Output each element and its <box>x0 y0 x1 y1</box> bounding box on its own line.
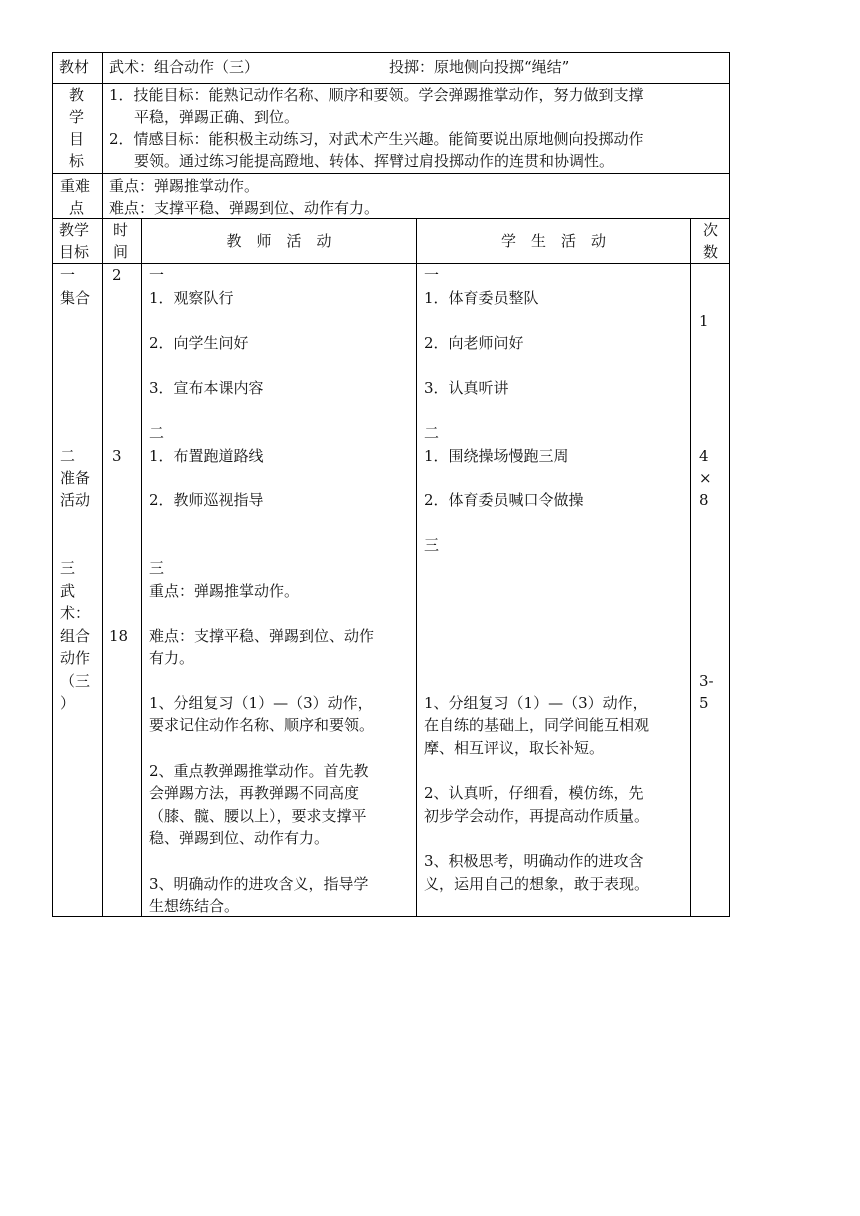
section3-name: 组合 <box>60 627 91 645</box>
goals-line: 要领。通过练习能提高蹬地、转体、挥臂过肩投掷动作的连贯和协调性。 <box>134 152 615 170</box>
section2-name: 准备 <box>60 469 91 487</box>
col-divider <box>416 218 417 917</box>
section2-student-item: 1．围绕操场慢跑三周 <box>424 447 569 465</box>
section3-teacher-p2: （膝、髋、腰以上），要求支撑平 <box>149 807 367 825</box>
table-border-top <box>52 52 730 53</box>
wushu-topic: 武术：组合动作（三） <box>109 58 260 76</box>
section3-student-p1: 在自练的基础上，同学间能互相观 <box>424 716 650 734</box>
section1-student-item: 2．向老师问好 <box>424 334 524 352</box>
section2-name: 活动 <box>60 491 91 509</box>
table-border-left <box>52 52 53 917</box>
section1-time: 2 <box>112 266 122 284</box>
section1-teacher-item: 2．向学生问好 <box>149 334 249 352</box>
section3-name: （三 <box>60 672 91 690</box>
section3-name: 动作 <box>60 649 91 667</box>
col-header-goal: 目标 <box>59 243 90 261</box>
section2-teacher-num: 二 <box>149 424 165 442</box>
section3-teacher-num: 三 <box>149 559 165 577</box>
section2-student-num: 二 <box>424 424 440 442</box>
goals-label-char: 学 <box>69 108 85 126</box>
section1-teacher-num: 一 <box>149 266 165 284</box>
section2-count: 8 <box>699 491 709 509</box>
section3-student-p1: 1、分组复习（1）—（3）动作， <box>424 694 648 712</box>
section3-count: 5 <box>699 694 709 712</box>
section3-student-num: 三 <box>424 536 440 554</box>
section1-teacher-item: 1．观察队行 <box>149 289 234 307</box>
section3-student-p3: 义，运用自己的想象，敢于表现。 <box>424 875 650 893</box>
section3-time: 18 <box>109 627 129 645</box>
section3-teacher-p2: 会弹踢方法，再教弹踢不同高度 <box>149 784 360 802</box>
col-header-time: 间 <box>113 243 129 261</box>
difficulty-label: 点 <box>69 199 85 217</box>
difficulty-label: 重难 <box>60 177 91 195</box>
section2-student-item: 2．体育委员喊口令做操 <box>424 491 584 509</box>
hard-point: 难点：支撑平稳、弹踢到位、动作有力。 <box>109 199 380 217</box>
section1-student-item: 3．认真听讲 <box>424 379 509 397</box>
section3-teacher-hard: 有力。 <box>149 649 195 667</box>
col-header-student: 学 生 活 动 <box>500 232 606 250</box>
goals-line: 平稳，弹踢正确、到位。 <box>134 108 300 126</box>
section3-student-p1: 摩、相互评议，取长补短。 <box>424 739 605 757</box>
col-header-time: 时 <box>113 221 129 239</box>
col-divider <box>141 218 142 917</box>
section3-teacher-key: 重点：弹踢推掌动作。 <box>149 582 300 600</box>
section3-teacher-p3: 生想练结合。 <box>149 897 240 915</box>
section1-name: 集合 <box>60 289 91 307</box>
section1-count: 1 <box>699 312 709 330</box>
section1-teacher-item: 3．宣布本课内容 <box>149 379 264 397</box>
section3-teacher-p2: 稳、弹踢到位、动作有力。 <box>149 829 330 847</box>
goals-line: 2．情感目标：能积极主动练习，对武术产生兴趣。能简要说出原地侧向投掷动作 <box>109 130 644 148</box>
section3-count: 3- <box>699 672 714 690</box>
key-point: 重点：弹踢推掌动作。 <box>109 177 260 195</box>
goals-label-char: 目 <box>69 130 85 148</box>
section2-count: 4 <box>699 447 709 465</box>
section2-time: 3 <box>112 447 122 465</box>
col-divider <box>102 52 103 917</box>
section3-name: 术： <box>60 604 91 622</box>
table-border-right <box>729 52 730 917</box>
section2-teacher-item: 2．教师巡视指导 <box>149 491 264 509</box>
section3-teacher-p2: 2、重点教弹踢推掌动作。首先教 <box>149 762 369 780</box>
section3-teacher-p1: 要求记住动作名称、顺序和要领。 <box>149 716 375 734</box>
goals-label-char: 标 <box>69 152 85 170</box>
section2-count: × <box>699 469 712 487</box>
section2-teacher-item: 1．布置跑道路线 <box>149 447 264 465</box>
jiaocai-label: 教材 <box>59 58 90 76</box>
touzhi-topic: 投掷：原地侧向投掷“绳结” <box>389 58 570 76</box>
section3-name: ） <box>60 694 76 712</box>
row-divider <box>52 173 730 174</box>
section3-num: 三 <box>60 559 76 577</box>
goals-line: 1．技能目标：能熟记动作名称、顺序和要领。学会弹踢推掌动作，努力做到支撑 <box>109 86 644 104</box>
section2-num: 二 <box>60 447 76 465</box>
col-divider <box>690 218 691 917</box>
goals-label-char: 教 <box>69 86 85 104</box>
section3-student-p3: 3、积极思考，明确动作的进攻含 <box>424 852 644 870</box>
section1-student-num: 一 <box>424 266 440 284</box>
col-header-teacher: 教 师 活 动 <box>226 232 332 250</box>
section1-student-item: 1．体育委员整队 <box>424 289 539 307</box>
section3-teacher-p3: 3、明确动作的进攻含义，指导学 <box>149 875 369 893</box>
col-header-count: 次 <box>703 221 719 239</box>
col-header-goal: 教学 <box>59 221 90 239</box>
col-header-count: 数 <box>703 243 719 261</box>
section3-name: 武 <box>60 582 76 600</box>
section3-student-p2: 初步学会动作，再提高动作质量。 <box>424 807 650 825</box>
section3-student-p2: 2、认真听，仔细看，模仿练，先 <box>424 784 644 802</box>
section3-teacher-p1: 1、分组复习（1）—（3）动作， <box>149 694 373 712</box>
section3-teacher-hard: 难点：支撑平稳、弹踢到位、动作 <box>149 627 375 645</box>
section1-num: 一 <box>60 266 76 284</box>
